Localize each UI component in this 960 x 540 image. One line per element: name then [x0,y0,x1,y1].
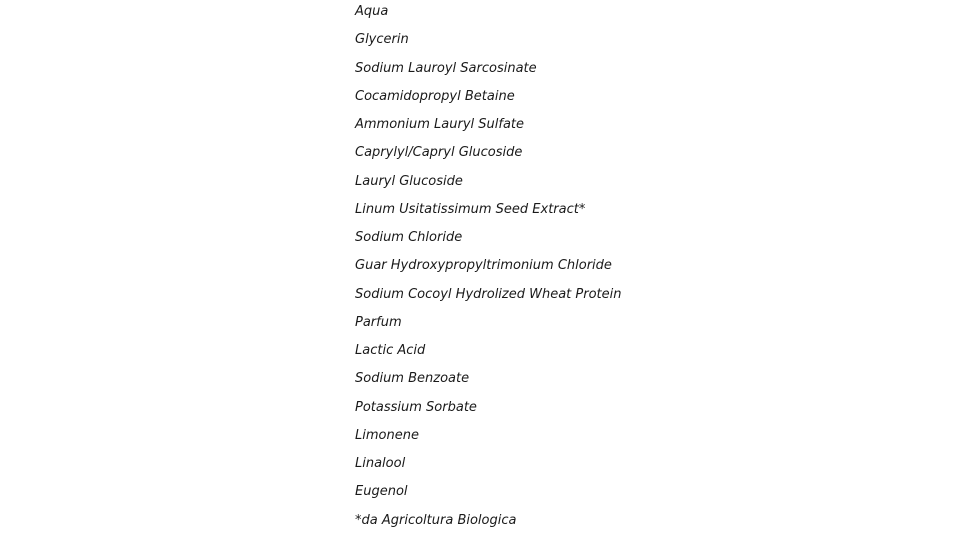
ingredient-item: Sodium Chloride [355,230,463,245]
ingredient-item: Linum Usitatissimum Seed Extract* [355,201,586,217]
ingredient-item: Linalool [355,456,406,471]
ingredient-item: Glycerin [355,32,409,48]
ingredient-item: Limonene [355,427,419,443]
ingredient-item: Potassium Sorbate [355,399,477,415]
ingredient-item: Sodium Lauroyl Sarcosinate [355,60,537,76]
ingredient-item: Caprylyl/Capryl Glucoside [355,145,523,161]
ingredient-item: Sodium Cocoyl Hydrolized Wheat Protein [355,286,622,302]
ingredient-item: Aqua [355,4,389,19]
organic-footnote: *da Agricoltura Biologica [355,512,517,528]
ingredient-item: Ammonium Lauryl Sulfate [355,117,525,132]
ingredient-item: Eugenol [355,484,408,500]
ingredient-item: Lauryl Glucoside [355,173,463,189]
ingredient-item: Guar Hydroxypropyltrimonium Chloride [355,258,612,274]
ingredient-item: Lactic Acid [355,343,426,358]
ingredient-item: Sodium Benzoate [355,371,470,387]
ingredient-item: Cocamidopropyl Betaine [355,88,515,104]
ingredient-list [355,0,622,537]
ingredient-item: Parfum [355,314,402,330]
